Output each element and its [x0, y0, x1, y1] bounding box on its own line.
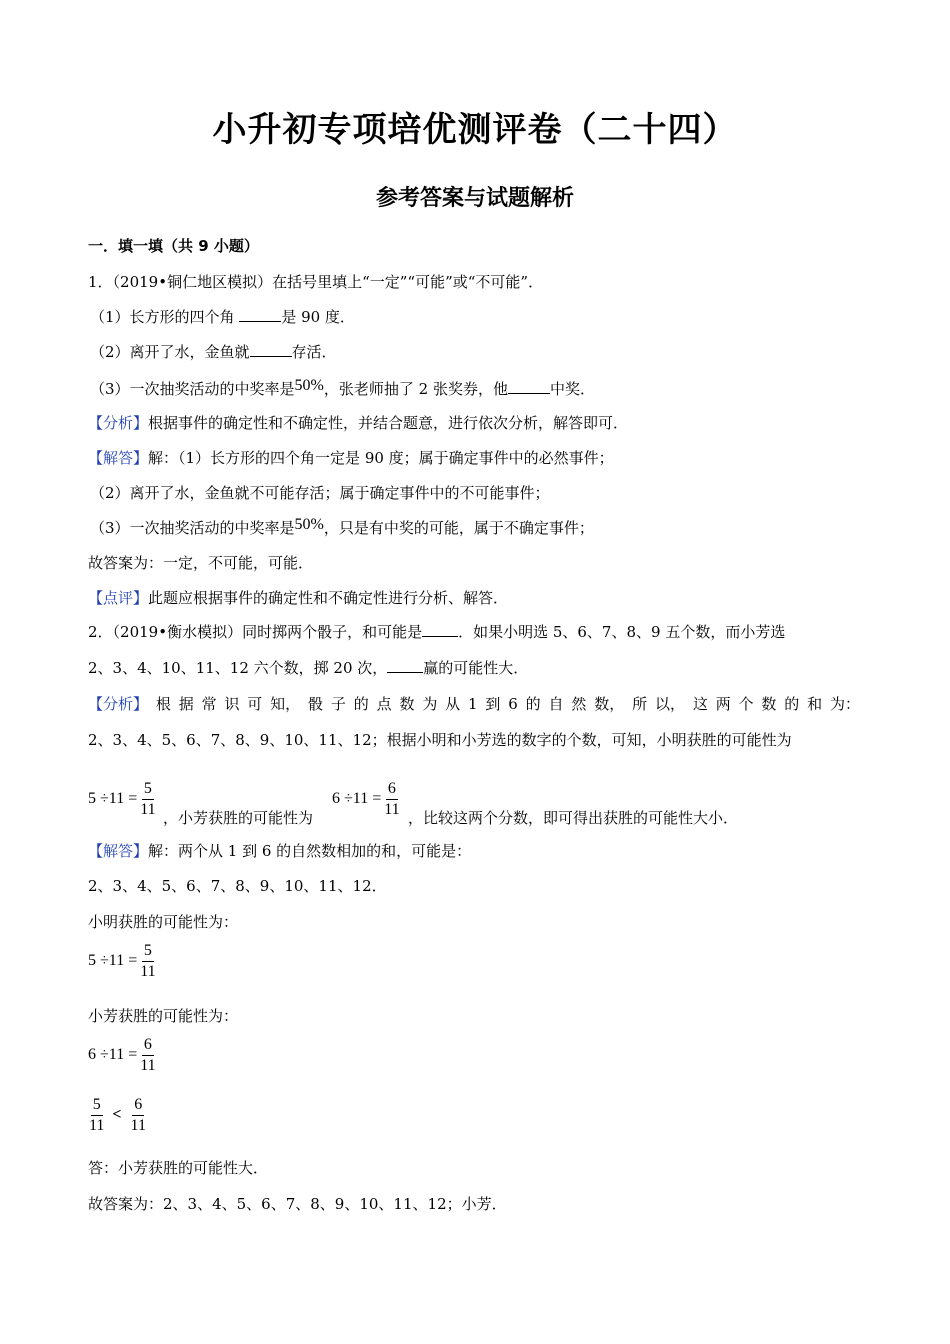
q2-analysis-word: 数 [399, 695, 415, 713]
fraction-denominator: 11 [89, 1117, 105, 1134]
q1-solution-line3-text: （3）一次抽奖活动的中奖率是 [90, 519, 295, 537]
q2-answer: 故答案为：2、3、4、5、6、7、8、9、10、11、12；小芳． [88, 1195, 507, 1213]
fraction [129, 1096, 148, 1135]
q2-conclusion: 答：小芳获胜的可能性大． [88, 1159, 269, 1177]
q2-ming-label: 小明获胜的可能性为： [88, 913, 239, 931]
answer-blank [387, 658, 423, 673]
fraction-denominator: 11 [140, 963, 156, 980]
fraction [382, 780, 401, 819]
q2-analysis-word: 1 [468, 695, 478, 713]
q2-analysis-word: 据 [178, 695, 194, 713]
q2-stem [88, 622, 785, 642]
equation-text: 6 ÷11 = [88, 1046, 138, 1064]
q2-analysis-word: 数， [594, 695, 625, 713]
q2-analysis-word: 自 [548, 695, 564, 713]
q1-comment [88, 588, 508, 608]
q1-part1-text-end: 是 90 度． [281, 308, 355, 326]
answer-blank [250, 342, 292, 357]
q2-stem-line2-end: 赢的可能性大． [423, 659, 529, 677]
analysis-tag: 【分析】 [88, 414, 149, 432]
q2-analysis-word: 和 [807, 695, 823, 713]
q2-analysis-word: 的 [784, 695, 800, 713]
q2-stem-text: 2．（2019•衡水模拟）同时掷两个骰子，和可能是 [88, 623, 423, 641]
fraction-numerator: 6 [132, 1096, 144, 1116]
equation-text: 6 ÷11 = [332, 790, 382, 808]
solution-tag: 【解答】 [88, 842, 149, 860]
fraction [87, 1096, 106, 1135]
q1-solution-line3-end: ，只是有中奖的可能，属于不确定事件； [323, 519, 594, 537]
q2-analysis [88, 694, 860, 714]
q2-analysis-word: 到 [485, 695, 501, 713]
q2-analysis-word: 骰 [308, 695, 324, 713]
answer-blank [422, 622, 458, 637]
q2-analysis-line3-mid: ，小芳获胜的可能性为 [163, 809, 314, 827]
q2-analysis-word: 这 [692, 695, 708, 713]
q2-stem-line2-text: 2、3、4、10、11、12 六个数，掷 20 次， [88, 659, 388, 677]
analysis-tag: 【分析】 [88, 695, 149, 713]
fraction-denominator: 11 [140, 1057, 156, 1074]
comment-tag: 【点评】 [88, 589, 149, 607]
equation-text: 5 ÷11 = [88, 952, 138, 970]
q1-comment-text: 此题应根据事件的确定性和不确定性进行分析、解答． [148, 589, 509, 607]
q2-solution-equation-fang [88, 1036, 158, 1075]
q2-analysis-equation-fang [332, 780, 402, 819]
fraction-numerator: 5 [142, 780, 154, 800]
q2-analysis-word: 子 [330, 695, 346, 713]
fraction [138, 780, 157, 819]
q2-solution-equation-ming [88, 942, 158, 981]
q2-analysis-word: 个 [738, 695, 754, 713]
q2-analysis-word: 的 [525, 695, 541, 713]
q1-solution [88, 448, 614, 468]
fraction-numerator: 5 [91, 1096, 103, 1116]
q1-part2 [90, 342, 337, 362]
q2-analysis-word: 所 [632, 695, 648, 713]
fraction-denominator: 11 [140, 801, 156, 818]
q2-analysis-word: 数 [761, 695, 777, 713]
q2-analysis-word: 两 [715, 695, 731, 713]
q1-analysis [88, 413, 628, 433]
q2-solution-text: 解：两个从 1 到 6 的自然数相加的和，可能是： [148, 842, 472, 860]
fraction [138, 942, 157, 981]
q1-part3-text-mid: ，张老师抽了 2 张奖券，他 [323, 380, 508, 398]
q2-analysis-word: 以， [654, 695, 685, 713]
q2-analysis-word: 识 [224, 695, 240, 713]
q1-solution-text: 解：（1）长方形的四个角一定是 90 度；属于确定事件中的必然事件； [148, 449, 614, 467]
percent-value: 50% [294, 516, 324, 533]
q2-analysis-line2: 2、3、4、5、6、7、8、9、10、11、12；根据小明和小芳选的数字的个数，可知，小明获胜的可能性为 [88, 731, 792, 749]
q2-analysis-word: 为 [422, 695, 438, 713]
answer-blank [239, 307, 281, 322]
q1-solution-line3 [90, 518, 594, 539]
q2-analysis-word: 可 [247, 695, 263, 713]
q2-solution [88, 841, 471, 861]
equation-text: 5 ÷11 = [88, 790, 138, 808]
q2-analysis-word: 从 [445, 695, 461, 713]
fraction-numerator: 6 [386, 780, 398, 800]
q2-analysis-word: 的 [353, 695, 369, 713]
answer-blank [508, 379, 550, 394]
q2-analysis-word: 6 [508, 695, 518, 713]
less-than-sign: < [112, 1106, 122, 1124]
q2-stem-line2 [88, 658, 528, 678]
q1-part2-text: （2）离开了水，金鱼就 [90, 343, 250, 361]
fraction-denominator: 11 [384, 801, 400, 818]
q1-part1-text: （1）长方形的四个角 [90, 308, 240, 326]
q2-stem-text-end: ．如果小明选 5、6、7、8、9 五个数，而小芳选 [458, 623, 786, 641]
q1-solution-line2: （2）离开了水，金鱼就不可能存活；属于确定事件中的不可能事件； [90, 484, 550, 502]
q2-analysis-word: 根 [155, 695, 171, 713]
q1-part2-text-end: 存活． [291, 343, 337, 361]
q2-analysis-equation-ming [88, 780, 158, 819]
q1-answer: 故答案为：一定，不可能，可能． [88, 554, 314, 572]
fraction-denominator: 11 [130, 1117, 146, 1134]
q1-stem: 1．（2019•铜仁地区模拟）在括号里填上“一定”“可能”或“不可能”． [88, 273, 544, 291]
q2-analysis-word: 常 [201, 695, 217, 713]
page-subtitle: 参考答案与试题解析 [375, 186, 574, 211]
q1-part3-text-end: 中奖． [549, 380, 595, 398]
fraction-numerator: 6 [142, 1036, 154, 1056]
q2-analysis-word: 为： [829, 695, 860, 713]
q2-analysis-line3-end: ，比较这两个分数，即可得出获胜的可能性大小． [408, 809, 739, 827]
page-title: 小升初专项培优测评卷（二十四） [212, 110, 738, 150]
q1-analysis-text: 根据事件的确定性和不确定性，并结合题意，进行依次分析，解答即可． [148, 414, 629, 432]
section-heading: 一．填一填（共 9 小题） [88, 237, 259, 255]
q2-analysis-word: 点 [376, 695, 392, 713]
q1-part1 [90, 307, 355, 327]
q2-analysis-word: 知， [270, 695, 301, 713]
q2-analysis-word: 然 [571, 695, 587, 713]
q1-part3-text: （3）一次抽奖活动的中奖率是 [90, 380, 295, 398]
q2-comparison [86, 1096, 148, 1135]
q2-fang-label: 小芳获胜的可能性为： [88, 1007, 239, 1025]
fraction [138, 1036, 157, 1075]
percent-value: 50% [294, 377, 324, 394]
solution-tag: 【解答】 [88, 449, 149, 467]
q2-solution-line2: 2、3、4、5、6、7、8、9、10、11、12． [88, 877, 387, 895]
q1-part3 [90, 379, 595, 400]
fraction-numerator: 5 [142, 942, 154, 962]
